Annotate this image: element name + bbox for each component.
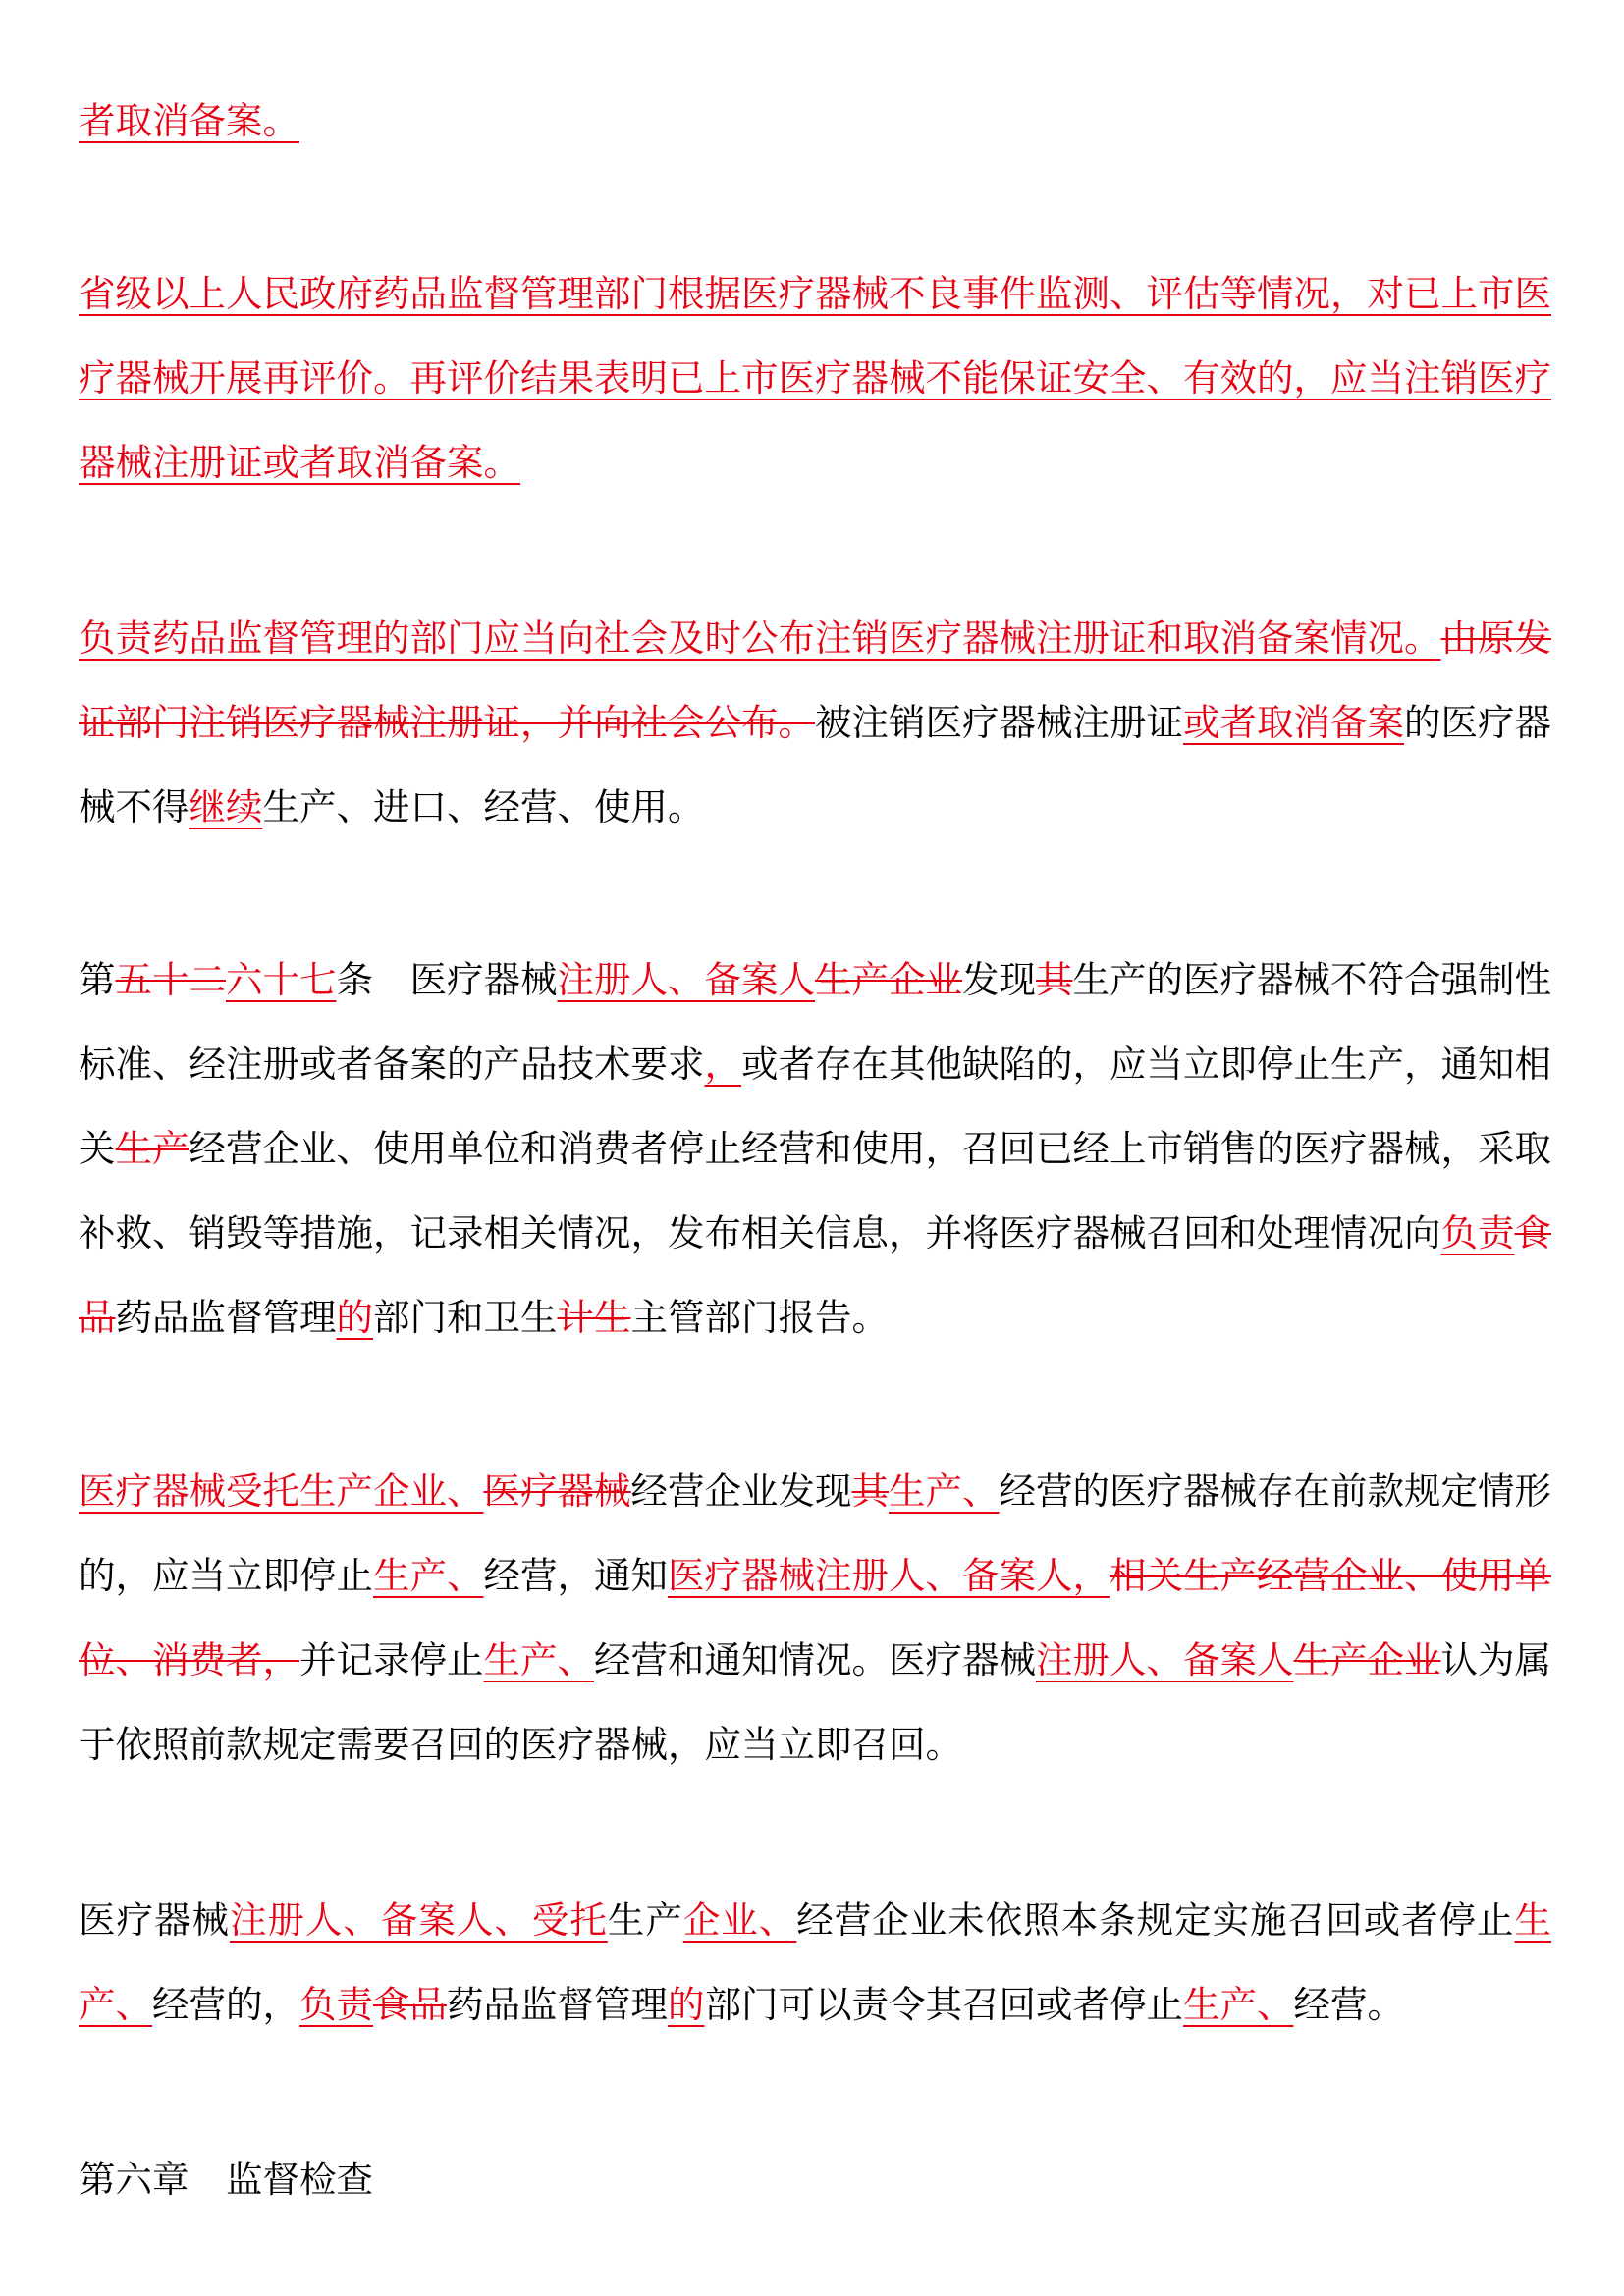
paragraph-4-article: [79, 937, 1551, 1360]
deleted-text: 计生: [557, 1296, 631, 1339]
deleted-text: 由原发证部门注销医疗器械注册证，并向社会公布。: [79, 616, 1551, 744]
body-text: 生产、进口、经营、使用。: [262, 785, 705, 828]
inserted-text: 省级以上人民政府药品监督管理部门根据医疗器械不良事件监测、评估等情况，对已上市医疗器械开展再评价。再评价结果表明已上市医疗器械不能保证安全、有效的，应当注销医疗器械注册证或者取消备案。: [79, 272, 1551, 484]
inserted-text: 注册人、备案人、受托: [229, 1898, 608, 1942]
deleted-text: 食品: [79, 1211, 1551, 1339]
inserted-text: 负责: [299, 1983, 373, 2026]
paragraph-2: [79, 251, 1551, 505]
inserted-text: 注册人、备案人: [557, 958, 815, 1001]
body-text: 经营的医疗器械存在前款规定情形的，应当立即停止: [79, 1469, 1551, 1597]
body-text: 或者存在其他缺陷的，应当立即停止生产，通知相关: [79, 1042, 1551, 1170]
inserted-text: 生产、: [373, 1554, 484, 1597]
body-text: 第: [79, 958, 116, 1001]
body-text: 并记录停止: [299, 1638, 484, 1682]
inserted-text: 负责: [1440, 1211, 1515, 1255]
deleted-text: 生产: [115, 1127, 189, 1170]
body-text: 生产的医疗器械不符合强制性标准、经注册或者备案的产品技术要求: [79, 958, 1551, 1086]
body-text: 条 医疗器械: [336, 958, 558, 1001]
inserted-text: 或者取消备案: [1183, 701, 1404, 744]
body-text: 的医疗器械不得: [79, 701, 1551, 828]
inserted-text: 负责药品监督管理的部门应当向社会及时公布注销医疗器械注册证和取消备案情况。: [79, 616, 1441, 660]
inserted-text: 的: [668, 1983, 705, 2026]
inserted-text: 注册人、备案人: [1036, 1638, 1294, 1682]
body-text: 经营和通知情况。医疗器械: [594, 1638, 1036, 1682]
paragraph-1: [79, 79, 1551, 163]
paragraph-6: [79, 1878, 1551, 2047]
inserted-text: 企业、: [682, 1898, 797, 1942]
inserted-text: ，: [704, 1042, 741, 1086]
body-text: 药品监督管理: [447, 1983, 668, 2026]
deleted-text: 医疗器械: [483, 1469, 631, 1513]
inserted-text: 的: [336, 1296, 373, 1339]
deleted-text: 生产企业: [1293, 1638, 1441, 1682]
body-text: 经营企业未依照本条规定实施召回或者停止: [796, 1898, 1515, 1942]
inserted-text: 医疗器械受托生产企业、: [79, 1469, 484, 1513]
deleted-text: 相关生产经营企业、使用单位、消费者，: [79, 1554, 1551, 1682]
inserted-text: 六十七: [226, 958, 337, 1001]
inserted-text: 生产、: [483, 1638, 594, 1682]
body-text: 发现: [962, 958, 1036, 1001]
body-text: 部门可以责令其召回或者停止: [704, 1983, 1183, 2026]
body-text: 经营。: [1293, 1983, 1404, 2026]
deleted-text: 其: [1036, 958, 1073, 1001]
body-text: 生产: [607, 1898, 683, 1942]
inserted-text: 生产、: [79, 1898, 1552, 2026]
body-text: 经营的，: [152, 1983, 299, 2026]
inserted-text: 医疗器械注册人、备案人，: [668, 1554, 1110, 1597]
inserted-text: 继续: [189, 785, 263, 828]
inserted-text: 者取消备案。: [79, 99, 299, 142]
body-text: 药品监督管理: [115, 1296, 337, 1339]
body-text: 主管部门报告。: [630, 1296, 889, 1339]
inserted-text: 生产、: [1183, 1983, 1294, 2026]
deleted-text: 生产企业: [815, 958, 962, 1001]
inserted-text: 生产、: [889, 1469, 1000, 1513]
body-text: 医疗器械: [79, 1898, 230, 1942]
body-text: 经营，通知: [483, 1554, 668, 1597]
paragraph-3: [79, 596, 1551, 849]
body-text: 经营企业发现: [630, 1469, 852, 1513]
body-text: 被注销医疗器械注册证: [815, 701, 1183, 744]
body-text: 经营企业、使用单位和消费者停止经营和使用，召回已经上市销售的医疗器械，采取补救、销毁等措施，记录相关情况，发布相关信息，并将医疗器械召回和处理情况向: [79, 1127, 1551, 1255]
paragraph-5: [79, 1449, 1551, 1787]
body-text: 部门和卫生: [373, 1296, 558, 1339]
deleted-text: 五十二: [115, 958, 226, 1001]
deleted-text: 其: [851, 1469, 889, 1513]
body-text: 认为属于依照前款规定需要召回的医疗器械，应当立即召回。: [79, 1638, 1551, 1766]
deleted-text: 食品: [373, 1983, 447, 2026]
chapter-heading: 第六章 监督检查: [79, 2158, 373, 2201]
